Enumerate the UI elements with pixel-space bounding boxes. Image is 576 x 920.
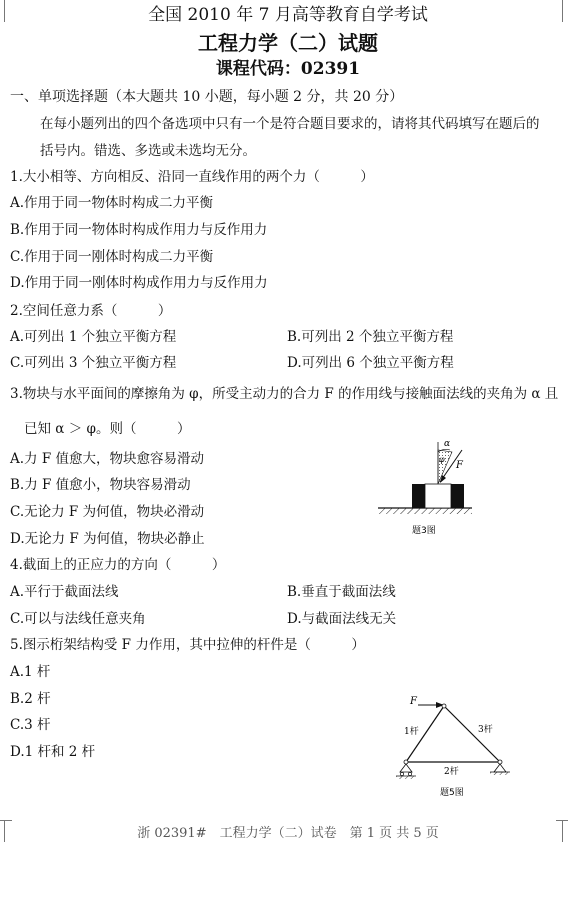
question-5-option-c: C.3 杆 — [10, 717, 51, 733]
force-label: F — [410, 696, 417, 707]
question-3-option-a: A.力 F 值愈大，物块愈容易滑动 — [10, 451, 204, 467]
exam-heading: 全国 2010 年 7 月高等教育自学考试 — [148, 5, 428, 25]
crop-mark-bottom-left-h — [0, 820, 12, 821]
question-3-option-c: C.无论力 F 为何值，物块必滑动 — [10, 504, 205, 520]
force-label: F — [456, 460, 463, 471]
figure-5-caption: 题5图 — [440, 788, 464, 798]
question-4-stem: 4.截面上的正应力的方向（ ） — [10, 557, 226, 573]
paper-title: 工程力学（二）试题 — [198, 31, 378, 55]
section-heading: 一、单项选择题（本大题共 10 小题，每小题 2 分，共 20 分） — [10, 89, 404, 105]
question-2-option-b: B.可列出 2 个独立平衡方程 — [287, 329, 454, 345]
question-1-option-b: B.作用于同一物体时构成作用力与反作用力 — [10, 222, 268, 238]
figure-3-caption: 题3图 — [412, 526, 436, 536]
page-footer: 浙 02391# 工程力学（二）试卷 第 1 页 共 5 页 — [137, 826, 439, 841]
crop-mark-bottom-right-h — [556, 820, 568, 821]
question-4-option-b: B.垂直于截面法线 — [287, 584, 396, 600]
question-1-option-a: A.作用于同一物体时构成二力平衡 — [10, 195, 214, 211]
support-left — [400, 764, 412, 772]
bar-3-label: 3杆 — [478, 725, 493, 735]
question-3-option-b: B.力 F 值愈小，物块容易滑动 — [10, 477, 191, 493]
question-3-stem: 3.物块与水平面间的摩擦角为 φ，所受主动力的合力 F 的作用线与接触面法线的夹角为 α 且 — [10, 386, 559, 402]
question-4-option-a: A.平行于截面法线 — [10, 584, 119, 600]
question-3-option-d: D.无论力 F 为何值，物块必静止 — [10, 531, 205, 547]
question-1-option-d: D.作用于同一刚体时构成作用力与反作用力 — [10, 275, 268, 291]
question-1-stem: 1.大小相等、方向相反、沿同一直线作用的两个力（ ） — [10, 169, 374, 185]
question-1-option-c: C.作用于同一刚体时构成二力平衡 — [10, 249, 214, 265]
figure-3-diagram — [372, 436, 476, 540]
phi-label: φ — [439, 455, 445, 464]
instructions-line-2: 括号内。错选、多选或未选均无分。 — [40, 143, 256, 159]
question-2-option-d: D.可列出 6 个独立平衡方程 — [287, 355, 454, 371]
alpha-label: α — [444, 439, 451, 449]
bar-1-label: 1杆 — [404, 727, 419, 737]
block-face — [425, 484, 451, 508]
question-2-option-c: C.可列出 3 个独立平衡方程 — [10, 355, 177, 371]
question-4-option-d: D.与截面法线无关 — [287, 611, 397, 627]
question-5-stem: 5.图示桁架结构受 F 力作用，其中拉伸的杆件是（ ） — [10, 637, 365, 653]
question-3-stem-line-2: 已知 α ＞ φ。则（ ） — [24, 421, 191, 437]
question-4-option-c: C.可以与法线任意夹角 — [10, 611, 146, 627]
ground-hatch — [378, 508, 472, 514]
question-5-option-d: D.1 杆和 2 杆 — [10, 744, 96, 760]
question-2-option-a: A.可列出 1 个独立平衡方程 — [10, 329, 177, 345]
course-code: 课程代码：02391 — [215, 59, 361, 79]
bar-2-label: 2杆 — [444, 767, 459, 777]
question-2-stem: 2.空间任意力系（ ） — [10, 303, 172, 319]
support-right — [494, 764, 506, 772]
question-5-option-b: B.2 杆 — [10, 691, 51, 707]
instructions-line-1: 在每小题列出的四个备选项中只有一个是符合题目要求的，请将其代码填写在题后的 — [40, 116, 540, 132]
joint-top — [442, 704, 446, 708]
question-5-option-a: A.1 杆 — [10, 664, 51, 680]
figure-5-diagram — [392, 690, 520, 802]
